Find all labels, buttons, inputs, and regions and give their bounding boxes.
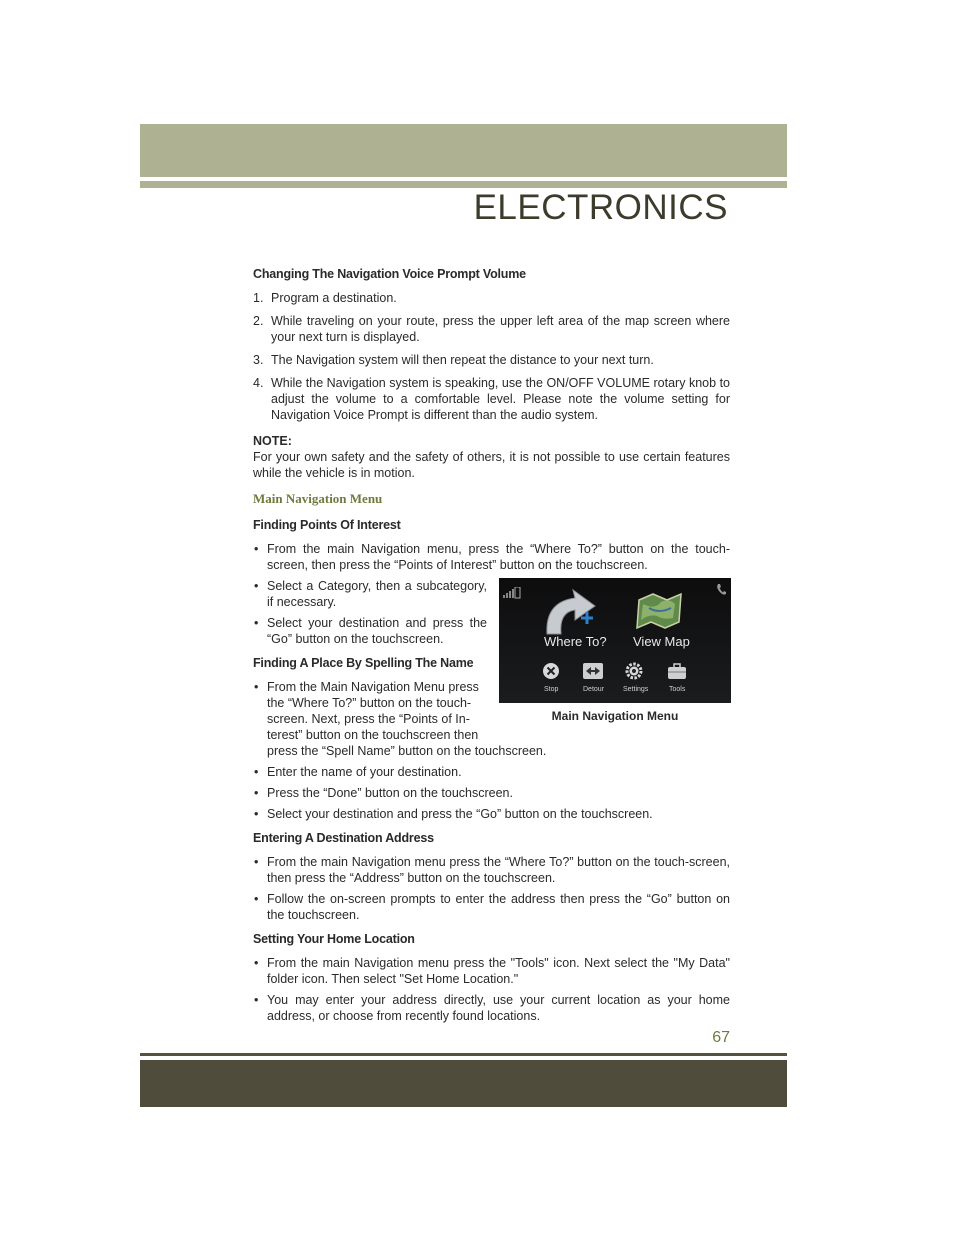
list-item: • Follow the on-screen prompts to enter the address then press the “Go” button on the touchscreen. bbox=[253, 891, 730, 923]
volume-heading: Changing The Navigation Voice Prompt Volume bbox=[253, 267, 526, 281]
page-content bbox=[253, 266, 730, 1032]
settings-button[interactable]: Settings bbox=[623, 686, 649, 693]
home-heading: Setting Your Home Location bbox=[253, 932, 415, 946]
list-item: • Select your destination and press the “Go” button on the touchscreen. bbox=[253, 806, 730, 822]
step-item: 3. The Navigation system will then repeat the distance to your next turn. bbox=[253, 353, 654, 367]
list-item: • Enter the name of your destination. bbox=[253, 764, 730, 780]
stop-icon bbox=[542, 662, 560, 680]
main-menu-heading: Main Navigation Menu bbox=[253, 491, 383, 506]
view-map-button[interactable]: View Map bbox=[633, 634, 690, 649]
note-text: For your own safety and the safety of others, it is not possible to use certain features while the vehicle is in motion. bbox=[253, 450, 730, 480]
list-item: • From the main Navigation menu, press the “Where To?” button on the touch-screen, then press the “Points of Interest” button on the touchscreen. bbox=[253, 541, 730, 573]
volume-steps bbox=[253, 290, 730, 423]
list-item: • From the Main Navigation Menu press the “Where To?” button on the touch-screen. Next, press the “Points of In-terest” button on the touchscreen then press the “Spell Name” button on the touchscreen. bbox=[253, 679, 730, 759]
figure-caption: Main Navigation Menu bbox=[551, 709, 679, 723]
step-item: 2. While traveling on your route, press the upper left area of the map screen where your next turn is displayed. bbox=[253, 314, 730, 344]
where-to-button[interactable]: Where To? bbox=[544, 634, 607, 649]
detour-button[interactable]: Detour bbox=[583, 686, 605, 693]
list-item: • You may enter your address directly, use your current location as your home address, or choose from recently found locations. bbox=[253, 992, 730, 1024]
tools-icon bbox=[667, 663, 687, 679]
list-item: • Select your destination and press the “Go” button on the touchscreen. bbox=[253, 615, 730, 647]
page-number: 67 bbox=[712, 1029, 730, 1046]
settings-icon bbox=[625, 662, 643, 680]
step-item: 1. Program a destination. bbox=[253, 291, 397, 305]
list-item: • From the main Navigation menu press the “Where To?” button on the touch-screen, then press the “Address” button on the touchscreen. bbox=[253, 854, 730, 886]
header-band bbox=[140, 124, 787, 177]
address-heading: Entering A Destination Address bbox=[253, 831, 434, 845]
list-item: • Select a Category, then a subcategory, if necessary. bbox=[253, 578, 730, 610]
stop-button[interactable]: Stop bbox=[544, 686, 559, 693]
spell-list bbox=[253, 679, 730, 822]
address-list bbox=[253, 854, 730, 923]
list-item: • From the main Navigation menu press the "Tools" icon. Next select the "My Data" folder icon. Then select "Set Home Location." bbox=[253, 955, 730, 987]
note-label: NOTE: bbox=[253, 434, 292, 448]
footer-line bbox=[140, 1053, 787, 1056]
spell-heading: Finding A Place By Spelling The Name bbox=[253, 656, 474, 670]
step-item: 4. While the Navigation system is speaking, use the ON/OFF VOLUME rotary knob to adjust the volume to a comfortable level. Please note the volume setting for Navigation Voice Prompt is different than the audio system. bbox=[253, 376, 730, 422]
header-stripe bbox=[140, 181, 787, 188]
tools-button[interactable]: Tools bbox=[669, 686, 686, 693]
poi-list bbox=[253, 541, 730, 573]
footer-band bbox=[140, 1060, 787, 1107]
list-item: • Press the “Done” button on the touchscreen. bbox=[253, 785, 730, 801]
poi-heading: Finding Points Of Interest bbox=[253, 518, 401, 532]
home-list bbox=[253, 955, 730, 1024]
detour-icon bbox=[583, 663, 603, 679]
section-title: ELECTRONICS bbox=[473, 188, 728, 227]
